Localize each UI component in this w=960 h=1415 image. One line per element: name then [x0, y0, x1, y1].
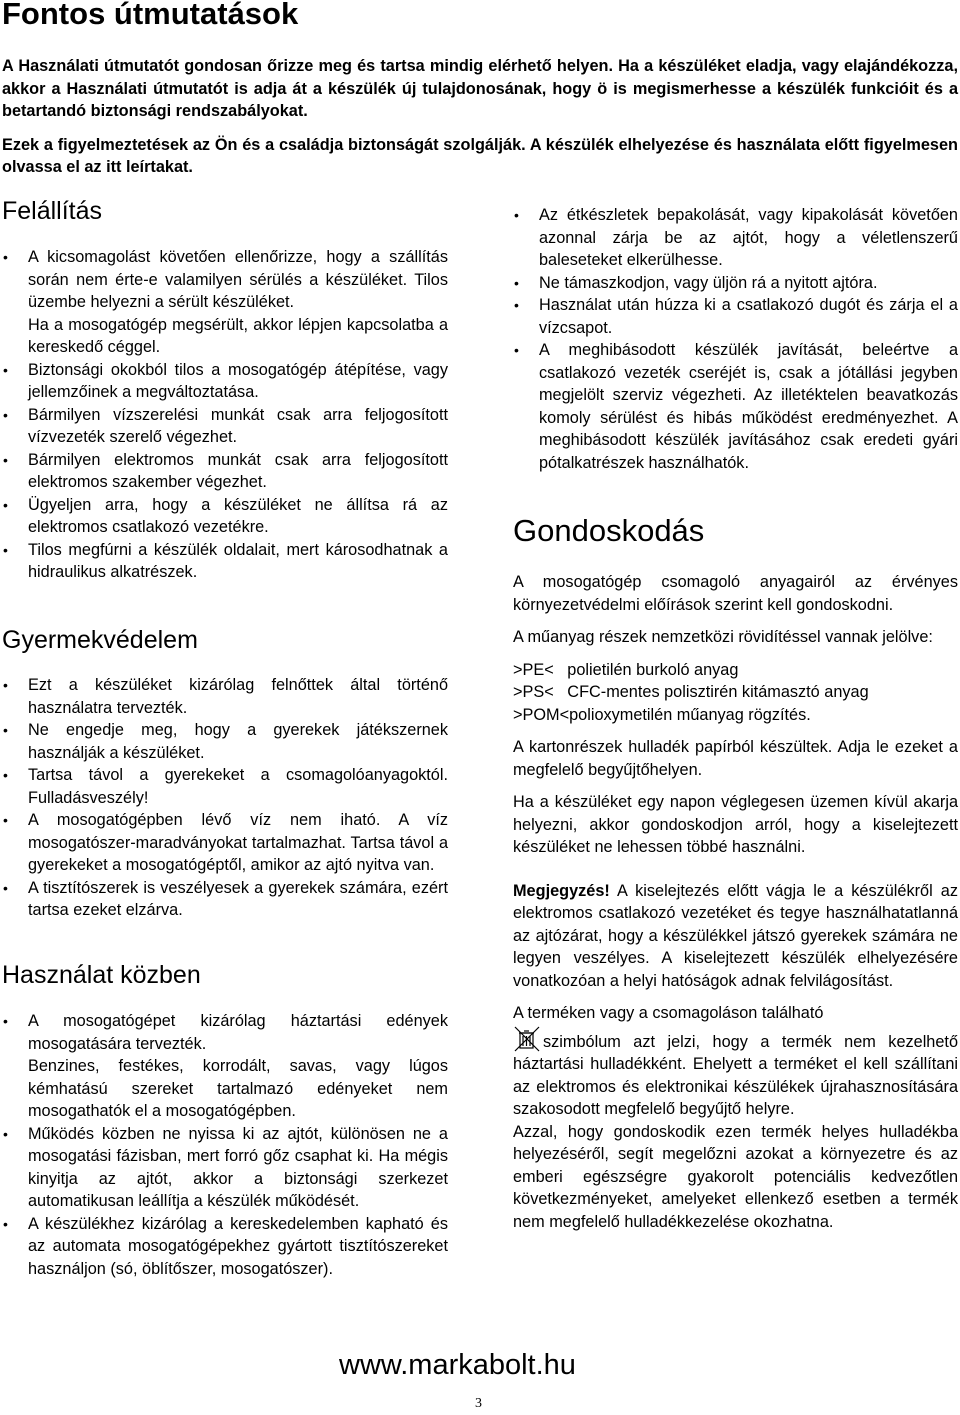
note-label: Megjegyzés! — [513, 881, 610, 900]
care-paragraph — [513, 1025, 958, 1121]
list-item-text: A kicsomagolást követően ellenőrizze, hogy a szállítás során nem érte-e valamilyen sérülés a készüléket. Tilos üzembe helyezni a sérült készüléket. — [28, 248, 448, 311]
child-safety-list — [2, 674, 448, 922]
usage-list — [2, 1010, 448, 1280]
list-item — [513, 339, 958, 474]
care-paragraph: A terméken vagy a csomagoláson található — [513, 1004, 824, 1022]
code-line: >PE< polietilén burkoló anyag — [513, 660, 739, 679]
list-item-text: Ezt a készüléket kizárólag felnőttek által történő használatra tervezték. — [28, 676, 448, 717]
list-item-text: Ne engedje meg, hogy a gyerekek játékszernek használják a készüléket. — [28, 721, 448, 762]
list-item — [2, 877, 448, 922]
page-title: Fontos útmutatások — [2, 0, 299, 31]
list-item — [2, 494, 448, 539]
list-item — [2, 539, 448, 584]
code-line: >PS< CFC-mentes polisztirén kitámasztó anyag — [513, 683, 869, 701]
intro — [2, 55, 958, 190]
list-item — [2, 1010, 448, 1123]
list-item-text: Működés közben ne nyissa ki az ajtót, különösen ne a mosogatási fázisban, mert forró gőz csaphat ki. Ha mégis kinyitja az ajtót, akkor a biztonsági szerkezet automatikusan leállítja a készülék működését. — [28, 1124, 448, 1210]
list-item-text: Ne támaszkodjon, vagy üljön rá a nyitott ajtóra. — [539, 273, 878, 292]
list-item-text: A készülékhez kizárólag a kereskedelemben kapható és az automata mosogatógépekhez gyártott tisztítószereket használjon (só, öblítőszer, mosogatószer). — [28, 1214, 448, 1278]
intro-paragraph-2: Ezek a figyelmeztetések az Ön és a családja biztonságát szolgálják. A készülék elhelyezése és használata előtt figyelmesen olvassa el az itt leírtakat. — [2, 135, 958, 176]
list-item-text: A mosogatógépben lévő víz nem iható. A víz mosogatószer-maradványokat tartalmazhat. Tartsa távol a gyerekeket a mosogatógéptől, amikor az ajtó nyitva van. — [28, 811, 448, 874]
care-paragraph: Azzal, hogy gondoskodik ezen termék helyes hulladékba helyezéséről, segít megelőzni azokat a környezetre és az emberi egészségre gyakorolt potenciális kedvezőtlen következményeket, amelyeket ellenkező esetben a termék nem megfelelő hulladékkezelése okozhatna. — [513, 1122, 958, 1231]
setup-list — [2, 246, 448, 584]
page-number: 3 — [475, 1396, 482, 1411]
care-body — [513, 571, 958, 1233]
care-paragraph-text: szimbólum azt jelzi, hogy a termék nem kezelhető háztartási hulladékként. Ehelyett a terméket el kell szállítani az elektromos és elektronikai készülékek újrahasznosítására szakosodott megfelelő begyűjtő helyre. — [513, 1032, 958, 1118]
list-item-text: Benzines, festékes, korrodált, savas, vagy lúgos kémhatású szereket tartalmazó edényeket nem mosogathatók el a mosogatógépben. — [28, 1057, 448, 1120]
list-item-text: Az étkészletek bepakolását, vagy kipakolását követően azonnal zárja be az ajtót, hogy a véletlenszerű baleseteket elkerülhesse. — [539, 206, 958, 269]
footer-url: www.markabolt.hu — [339, 1349, 576, 1381]
list-item — [2, 719, 448, 764]
setup-heading: Felállítás — [2, 197, 103, 225]
safety-list-continued — [513, 204, 958, 474]
code-line: >POM<polioxymetilén műanyag rögzítés. — [513, 705, 811, 724]
list-item — [2, 246, 448, 359]
list-item-text: A meghibásodott készülék javítását, beleértve a csatlakozó vezeték cseréjét is, csak a jótállási jegyben megjelölt szerviz végezheti. Az illetéktelen beavatkozás komoly sérülést és hibás működést eredményezhet. A meghibásodott készülék javításához csak eredeti gyári pótalkatrészek használhatók. — [539, 341, 958, 472]
list-item-text: Ügyeljen arra, hogy a készüléket ne állítsa rá az elektromos csatlakozó vezetékre. — [28, 495, 448, 536]
list-item — [2, 404, 448, 449]
care-paragraph: A kartonrészek hulladék papírból készültek. Adja le ezeket a megfelelő begyűjtőhelyen. — [513, 738, 958, 779]
list-item — [2, 1213, 448, 1281]
crossed-bin-icon — [513, 1025, 541, 1053]
care-paragraph: A mosogatógép csomagoló anyagairól az érvényes környezetvédelmi előírások szerint kell gondoskodni. — [513, 573, 958, 614]
list-item-text: Bármilyen elektromos munkát csak arra feljogosított elektromos szakember végezhet. — [28, 450, 448, 491]
care-paragraph: A műanyag részek nemzetközi rövidítéssel vannak jelölve: — [513, 628, 933, 646]
list-item-text: Ha a mosogatógép megsérült, akkor lépjen kapcsolatba a kereskedő céggel. — [28, 315, 448, 356]
list-item — [2, 449, 448, 494]
list-item — [513, 272, 958, 295]
list-item — [2, 764, 448, 809]
list-item — [2, 1123, 448, 1213]
care-heading: Gondoskodás — [513, 513, 705, 548]
list-item-text: Biztonsági okokból tilos a mosogatógép átépítése, vagy jellemzőinek a megváltoztatása. — [28, 360, 448, 401]
list-item-text: A tisztítószerek is veszélyesek a gyerekek számára, ezért tartsa ezeket elzárva. — [28, 878, 448, 919]
list-item-text: Tilos megfúrni a készülék oldalait, mert károsodhatnak a hidraulikus alkatrészek. — [28, 540, 448, 581]
list-item-text: Használat után húzza ki a csatlakozó dugót és zárja el a vízcsapot. — [539, 296, 958, 337]
note-text: A kiselejtezés előtt vágja le a készülékről az elektromos csatlakozó vezetéket és tegye használhatatlanná az ajtózárat, hogy a készülékkel játszó gyerekek számára ne legyen veszélyes. A kiselejtezett készülék elhelyezésére vonatkozóan a helyi hatóságok adnak felvilágosítást. — [513, 881, 958, 990]
list-item — [513, 204, 958, 272]
list-item — [2, 359, 448, 404]
note-paragraph — [513, 880, 958, 993]
child-safety-heading: Gyermekvédelem — [2, 626, 198, 654]
list-item — [2, 674, 448, 719]
care-paragraph: Ha a készüléket egy napon véglegesen üzemen kívül akarja helyezni, akkor gondoskodjon arról, hogy a kiselejtezett készüléket ne lehessen többé használni. — [513, 793, 958, 856]
list-item — [513, 294, 958, 339]
list-item — [2, 809, 448, 877]
list-item-text: Bármilyen vízszerelési munkát csak arra feljogosított vízvezeték szerelő végezhet. — [28, 405, 448, 446]
usage-heading: Használat közben — [2, 961, 201, 989]
intro-paragraph-1: A Használati útmutatót gondosan őrizze meg és tartsa mindig elérhető helyen. Ha a készüléket eladja, vagy elajándékozza, akkor a Használati útmutatót is adja át a készülék új tulajdonosának, hogy ö is megismerhesse a készülék funkcióit és a betartandó biztonsági rendszabályokat. — [2, 57, 958, 120]
list-item-text: Tartsa távol a gyerekeket a csomagolóanyagoktól. Fulladásveszély! — [28, 766, 448, 807]
list-item-text: A mosogatógépet kizárólag háztartási edények mosogatására tervezték. — [28, 1012, 448, 1053]
